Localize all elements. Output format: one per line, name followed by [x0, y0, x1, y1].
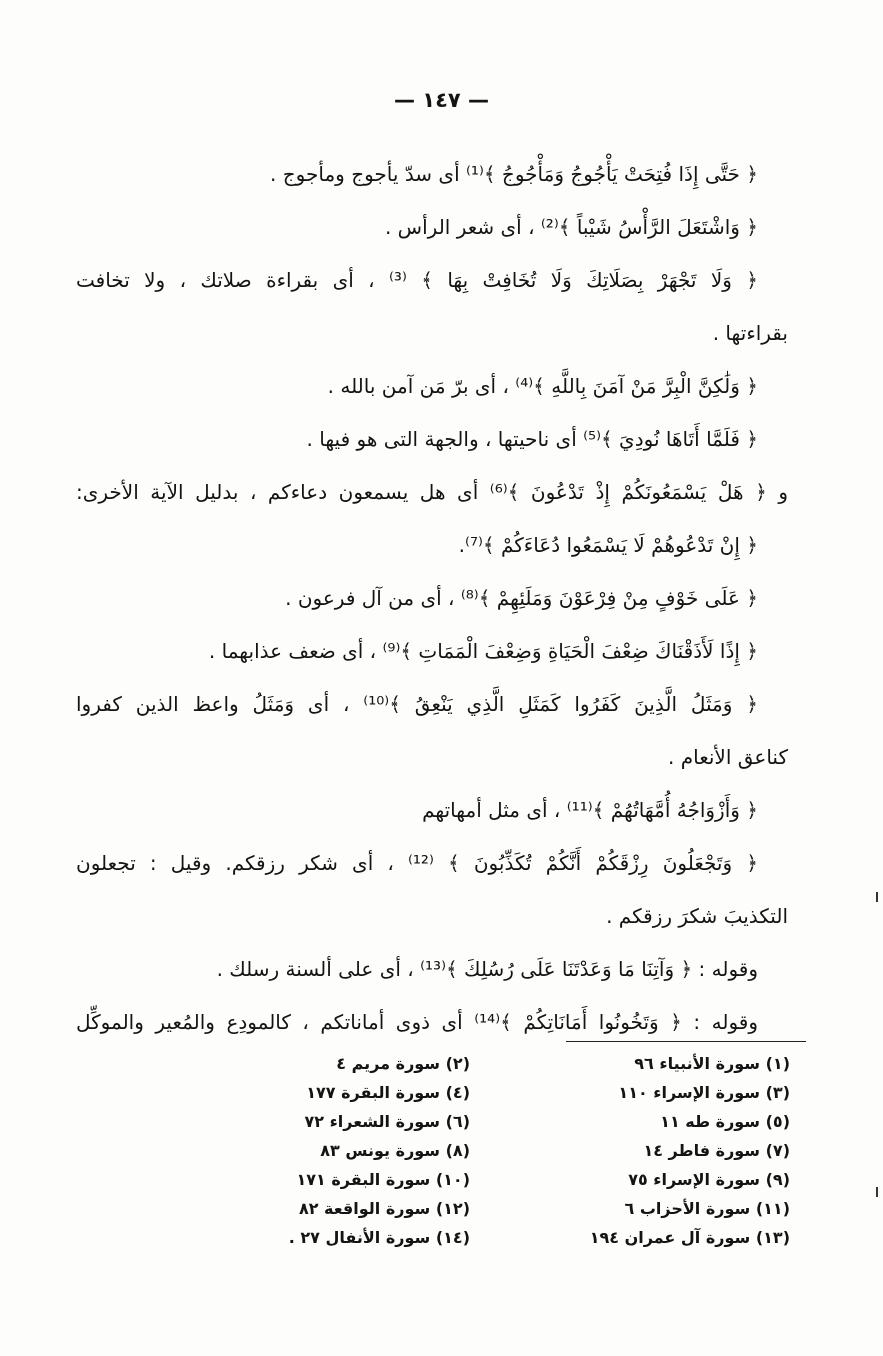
- footnote-9: (٩) سورة الإسراء ٧٥: [628, 1170, 790, 1189]
- footnote-13: (١٣) سورة آل عمران ١٩٤: [589, 1228, 790, 1247]
- body-text: [76, 148, 788, 1049]
- footnote-11: (١١) سورة الأحزاب ٦: [624, 1199, 790, 1218]
- footnote-divider: [566, 1041, 806, 1042]
- text-line-10: ﴿ إِذًا لَأَذَقْنَاكَ ضِعْفَ الْحَيَاةِ وَضِعْفَ الْمَمَاتِ ﴾⁽⁹⁾ ، أى ضعف عذابهما .: [208, 639, 758, 663]
- footnote-5: (٥) سورة طه ١١: [660, 1112, 790, 1131]
- text-line-11: ﴿ وَمَثَلُ الَّذِينَ كَفَرُوا كَمَثَلِ الَّذِي يَنْعِقُ ﴾⁽¹⁰⁾ ، أى وَمَثَلُ واعظ الذين كفروا: [76, 692, 758, 716]
- footnote-6: (٦) سورة الشعراء ٧٢: [304, 1112, 470, 1131]
- text-line-14: ﴿ وَتَجْعَلُونَ رِزْقَكُمْ أَنَّكُمْ تُكَذِّبُونَ ﴾ ⁽¹²⁾ ، أى شكر رزقكم. وقيل : تجعلون: [76, 851, 758, 875]
- text-line-17: وقوله : ﴿ وَتَخُونُوا أَمَانَاتِكُمْ ﴾⁽¹⁴⁾ أى ذوى أماناتكم ، كالمودِع والمُعير والموكِّل: [76, 1010, 758, 1034]
- text-line-12: كناعق الأنعام .: [668, 745, 788, 769]
- text-line-1: ﴿ حَتَّى إِذَا فُتِحَتْ يَأْجُوجُ وَمَأْجُوجُ ﴾⁽¹⁾ أى سدّ يأجوج ومأجوج .: [270, 162, 758, 186]
- text-line-6: ﴿ فَلَمَّا أَتَاهَا نُودِيَ ﴾⁽⁵⁾ أى ناحيتها ، والجهة التى هو فيها .: [306, 427, 758, 451]
- text-line-8: ﴿ إِنْ تَدْعُوهُمْ لَا يَسْمَعُوا دُعَاءَكُمْ ﴾⁽⁷⁾.: [458, 533, 758, 557]
- text-line-2: ﴿ وَاشْتَعَلَ الرَّأْسُ شَيْباً ﴾⁽²⁾ ، أى شعر الرأس .: [384, 215, 758, 239]
- text-line-4: بقراءتها .: [712, 321, 788, 345]
- text-line-5: ﴿ وَلَٰكِنَّ الْبِرَّ مَنْ آمَنَ بِاللَّهِ ﴾⁽⁴⁾ ، أى برّ مَن آمن بالله .: [327, 374, 758, 398]
- footnote-3: (٣) سورة الإسراء ١١٠: [618, 1083, 790, 1102]
- footnote-14: (١٤) سورة الأنفال ٢٧ .: [288, 1228, 470, 1247]
- footnote-1: (١) سورة الأنبياء ٩٦: [634, 1054, 790, 1073]
- footnotes: [150, 1049, 790, 1252]
- footnote-12: (١٢) سورة الواقعة ٨٢: [298, 1199, 470, 1218]
- scan-margin-mark: [876, 1187, 878, 1197]
- text-line-15: التكذيبَ شكرَ رزقكم .: [606, 904, 788, 928]
- page-number: — ١٤٧ —: [393, 88, 490, 112]
- text-line-13: ﴿ وَأَزْوَاجُهُ أُمَّهَاتُهُمْ ﴾⁽¹¹⁾ ، أى مثل أمهاتهم: [422, 798, 758, 822]
- footnote-7: (٧) سورة فاطر ١٤: [643, 1141, 790, 1160]
- footnote-2: (٢) سورة مريم ٤: [336, 1054, 470, 1073]
- text-line-7: و ﴿ هَلْ يَسْمَعُونَكُمْ إِذْ تَدْعُونَ ﴾⁽⁶⁾ أى هل يسمعون دعاءكم ، بدليل الآية الأخرى:: [76, 480, 788, 504]
- text-line-9: ﴿ عَلَى خَوْفٍ مِنْ فِرْعَوْنَ وَمَلَئِهِمْ ﴾⁽⁸⁾ ، أى من آل فرعون .: [285, 586, 758, 610]
- text-line-3: ﴿ وَلَا تَجْهَرْ بِصَلَاتِكَ وَلَا تُخَافِتْ بِهَا ﴾ ⁽³⁾ ، أى بقراءة صلاتك ، ولا تخافت: [76, 268, 758, 292]
- footnote-4: (٤) سورة البقرة ١٧٧: [306, 1083, 470, 1102]
- text-line-16: وقوله : ﴿ وَآتِنَا مَا وَعَدْتَنَا عَلَى رُسُلِكَ ﴾⁽¹³⁾ ، أى على ألسنة رسلك .: [216, 957, 758, 981]
- scan-margin-mark: [876, 892, 878, 902]
- footnote-8: (٨) سورة يونس ٨٣: [320, 1141, 470, 1160]
- footnote-10: (١٠) سورة البقرة ١٧١: [296, 1170, 470, 1189]
